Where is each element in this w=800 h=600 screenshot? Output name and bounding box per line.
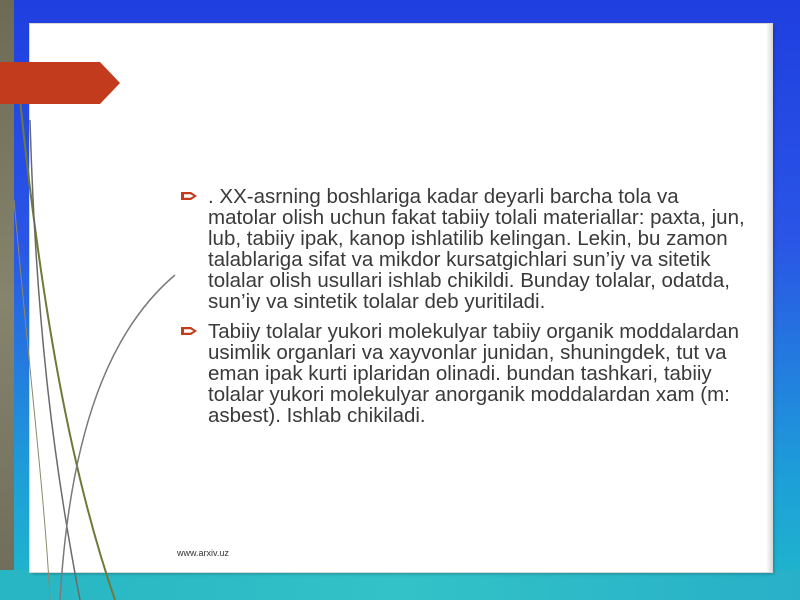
footer-website: www.arxiv.uz bbox=[177, 548, 229, 558]
bullet-paragraph-1 bbox=[180, 186, 750, 312]
red-title-tab bbox=[0, 62, 120, 104]
paragraph-text: . XX-asrning boshlariga kadar deyarli barcha tola va matolar olish uchun fakat tabiiy tolali materiallar: paxta, jun, lub, tabiiy ipak, kanop ishlatilib kelingan. Lekin, bu zamon talablariga sifat va mikdor kursatgichlari sun’iy va sitetik tolalar olish usullari ishlab chikildi. Bunday tolalar, odatda, sun’iy va sintetik tolalar deb yuritiladi. bbox=[208, 185, 745, 313]
arrow-bullet-icon bbox=[180, 190, 198, 202]
arrow-bullet-icon bbox=[180, 325, 198, 337]
paragraph-text: Tabiiy tolalar yukori molekulyar tabiiy organik moddalardan usimlik organlari va xayvonlar junidan, shuningdek, tut va eman ipak kurti iplaridan olinadi. bundan tashkari, tabiiy tolalar yukori molekulyar anorganik moddalardan xam (m: asbest). Ishlab chikiladi. bbox=[208, 320, 739, 427]
slide-page-edge bbox=[766, 24, 772, 572]
bullet-paragraph-2 bbox=[180, 321, 750, 426]
slide-content bbox=[180, 186, 750, 435]
bottom-teal-band bbox=[0, 570, 800, 600]
